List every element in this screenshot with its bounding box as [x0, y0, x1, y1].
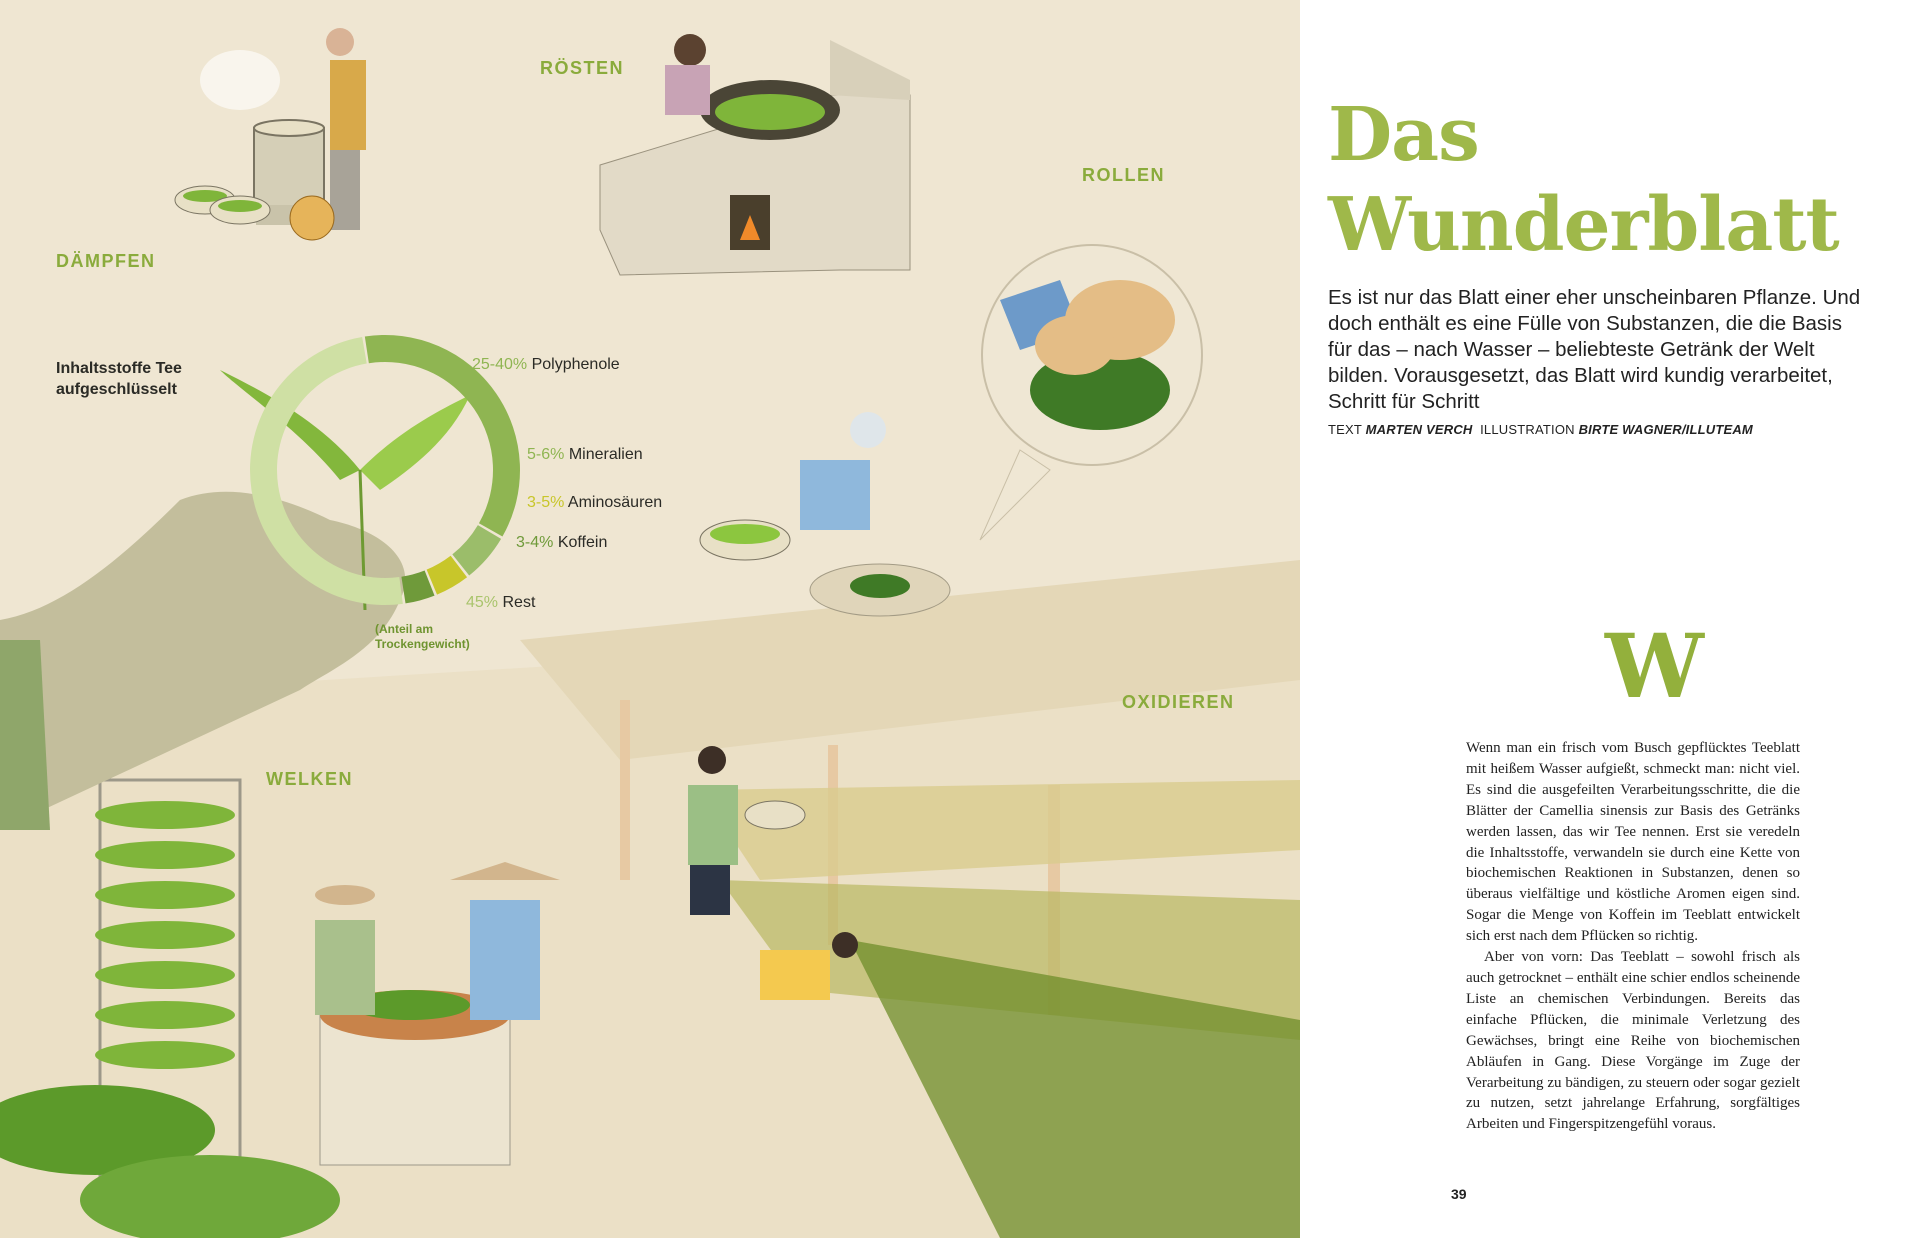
legend-value: 3-5%	[527, 494, 565, 511]
legend-value: 45%	[466, 594, 499, 611]
headline	[1328, 90, 1888, 270]
credit-text-label: TEXT	[1328, 422, 1362, 437]
credit-illustration-label: ILLUSTRATION	[1480, 422, 1575, 437]
legend-item-rest	[466, 594, 535, 612]
body-text	[1466, 738, 1800, 1135]
legend-label: Aminosäuren	[567, 494, 663, 511]
credit-illustration-name: BIRTE WAGNER/ILLUTEAM	[1578, 422, 1753, 437]
legend-item-mineralien	[527, 446, 643, 464]
step-label-daempfen: DÄMPFEN	[56, 251, 156, 271]
legend-value: 3-4%	[516, 534, 554, 551]
credits	[1328, 422, 1888, 437]
body-paragraph: Aber von vorn: Das Teeblatt – sowohl frisch als auch getrocknet – enthält eine schier endlos scheinende Liste an chemischen Verbindungen. Bereits das einfache Pflücken, die minimale Verletzung des Gewächses, bringt eine Reihe von biochemischen Abläufen in Gang. Diese Vorgänge im Zuge der Verarbeitung zu bändigen, zu steuern oder sogar gezielt zu nutzen, setzt jahrelange Erfahrung, sorgfältiges Arbeiten und Fingerspitzengefühl voraus.	[1466, 949, 1800, 1133]
legend-label: Koffein	[557, 534, 608, 551]
credit-text-name: MARTEN VERCH	[1365, 422, 1473, 437]
roof-post	[620, 700, 630, 880]
step-label-roesten: RÖSTEN	[540, 58, 625, 78]
steaming-scene	[175, 28, 366, 240]
legend-label: Polyphenole	[531, 356, 620, 373]
step-label-rollen: ROLLEN	[1082, 165, 1165, 185]
headline-line-1: Das	[1328, 92, 1479, 178]
chart-title: Inhaltsstoffe Tee aufgeschlüsselt	[56, 360, 182, 398]
legend-item-koffein	[516, 534, 607, 552]
roasting-scene	[600, 34, 910, 275]
legend-item-aminosaeuren	[527, 494, 662, 512]
page-number: 39	[1451, 1186, 1467, 1202]
body-paragraph: Wenn man ein frisch vom Busch gepflücktes Teeblatt mit heißem Wasser aufgießt, schmeckt man: nicht viel. Es sind die ausgefeilten Verarbeitungsschritte, die die Blätter der Camellia sinensis zur Basis des Getränks werden lassen, das wir Tee nennen. Erst sie veredeln die Inhaltsstoffe, verwandeln sie durch eine Kette von biochemischen Reaktionen in Substanzen, denen so überaus vielfältige und köstliche Aromen eigen sind. Sogar die Menge von Koffein im Teeblatt entwickelt sich erst nach dem Pflücken so richtig.	[1466, 740, 1800, 945]
step-label-oxidieren: OXIDIEREN	[1122, 692, 1235, 712]
rolling-scene	[700, 245, 1202, 616]
drop-cap: W	[1605, 614, 1704, 718]
legend-label: Rest	[502, 594, 536, 611]
legend-value: 25-40%	[472, 356, 528, 373]
lead-paragraph: Es ist nur das Blatt einer eher unscheinbaren Pflanze. Und doch enthält es eine Fülle von Substanzen, die die Basis für das – nach Wasser – beliebteste Getränk der Welt bilden. Vorausgesetzt, das Blatt wird kundig verarbeitet, Schritt für Schritt	[1328, 286, 1861, 413]
legend-value: 5-6%	[527, 446, 565, 463]
legend-label: Mineralien	[568, 446, 643, 463]
legend-item-polyphenole	[472, 356, 620, 374]
chart-note: (Anteil am Trockengewicht)	[375, 622, 470, 651]
headline-line-2: Wunderblatt	[1328, 182, 1839, 268]
step-label-welken: WELKEN	[266, 769, 353, 789]
article-page	[1300, 0, 1920, 1238]
